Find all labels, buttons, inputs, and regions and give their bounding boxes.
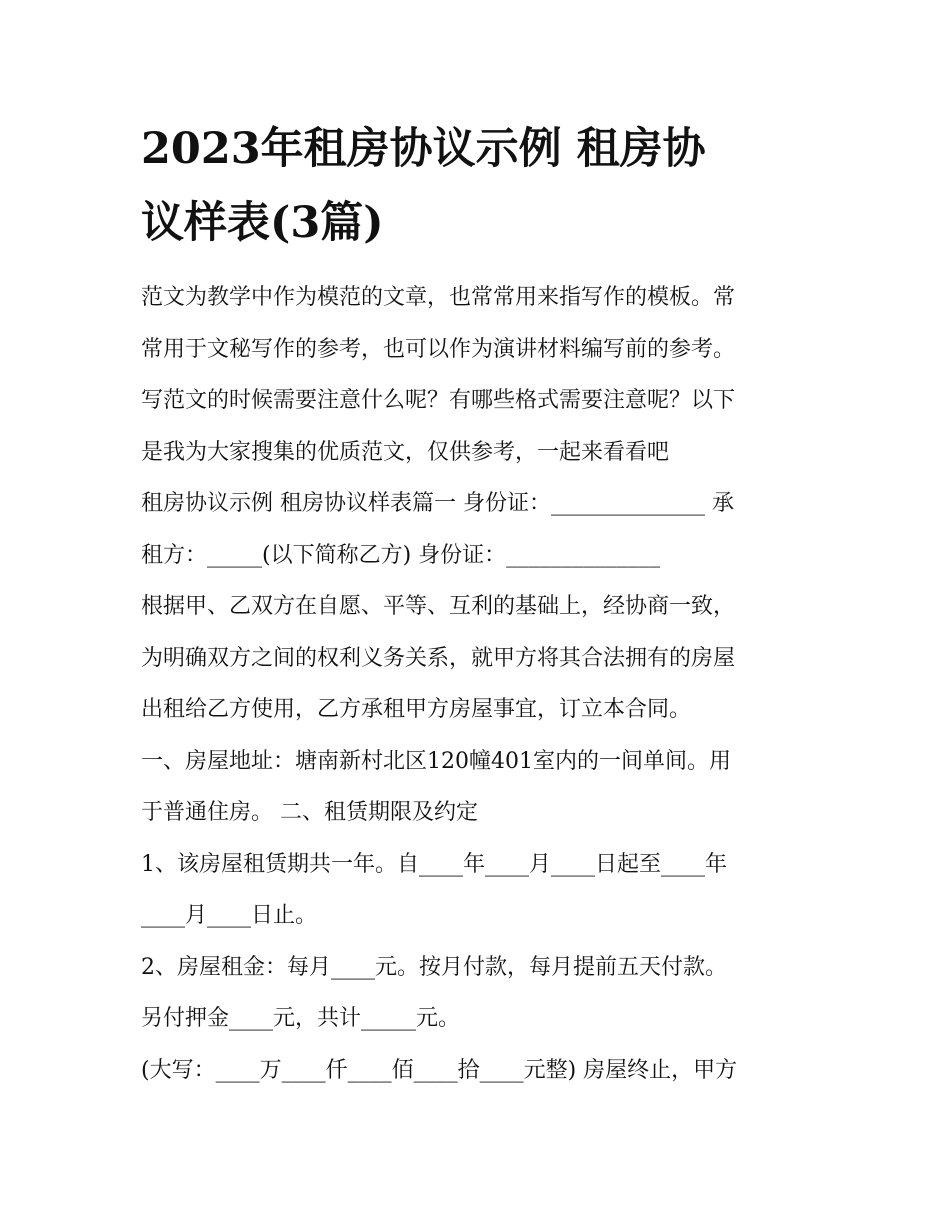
title-line: 议样表(3篇)	[141, 198, 384, 248]
title-line: 2023年租房协议示例 租房协	[141, 124, 706, 174]
body-text-line: 一、房屋地址：塘南新村北区120幢401室内的一间单间。用	[141, 748, 731, 774]
body-text-line: 1、该房屋租赁期共一年。自____年____月____日起至____年	[141, 851, 727, 877]
body-text-line: 租方：_____(以下简称乙方) 身份证：______________	[141, 542, 661, 568]
body-text-line: 出租给乙方使用，乙方承租甲方房屋事宜，订立本合同。	[141, 697, 692, 722]
document-page	[141, 118, 821, 1096]
body-text-line: 是我为大家搜集的优质范文，仅供参考，一起来看看吧	[141, 439, 670, 465]
body-text-line: 租房协议示例 租房协议样表篇一 身份证：______________ 承	[141, 491, 734, 516]
body-text-line: 为明确双方之间的权利义务关系，就甲方将其合法拥有的房屋	[141, 645, 736, 671]
document-body	[141, 272, 821, 1096]
body-text-line: 另付押金____元，共计_____元。	[141, 1006, 461, 1031]
body-text-line: 范文为教学中作为模范的文章，也常常用来指写作的模板。常	[141, 285, 736, 310]
body-text-line: 2、房屋租金：每月____元。按月付款，每月提前五天付款。	[141, 954, 727, 980]
body-text-line: (大写：____万____仟____佰____拾____元整) 房屋终止，甲方	[141, 1057, 738, 1083]
body-text-line: 常用于文秘写作的参考，也可以作为演讲材料编写前的参考。	[141, 336, 736, 362]
body-text-line: 写范文的时候需要注意什么呢？有哪些格式需要注意呢？以下	[141, 388, 736, 413]
body-text-line: 于普通住房。 二、租赁期限及约定	[141, 800, 478, 825]
body-text-line: ____月____日止。	[141, 903, 318, 928]
body-text-line: 根据甲、乙双方在自愿、平等、互利的基础上，经协商一致，	[141, 594, 736, 619]
document-title	[141, 118, 821, 254]
